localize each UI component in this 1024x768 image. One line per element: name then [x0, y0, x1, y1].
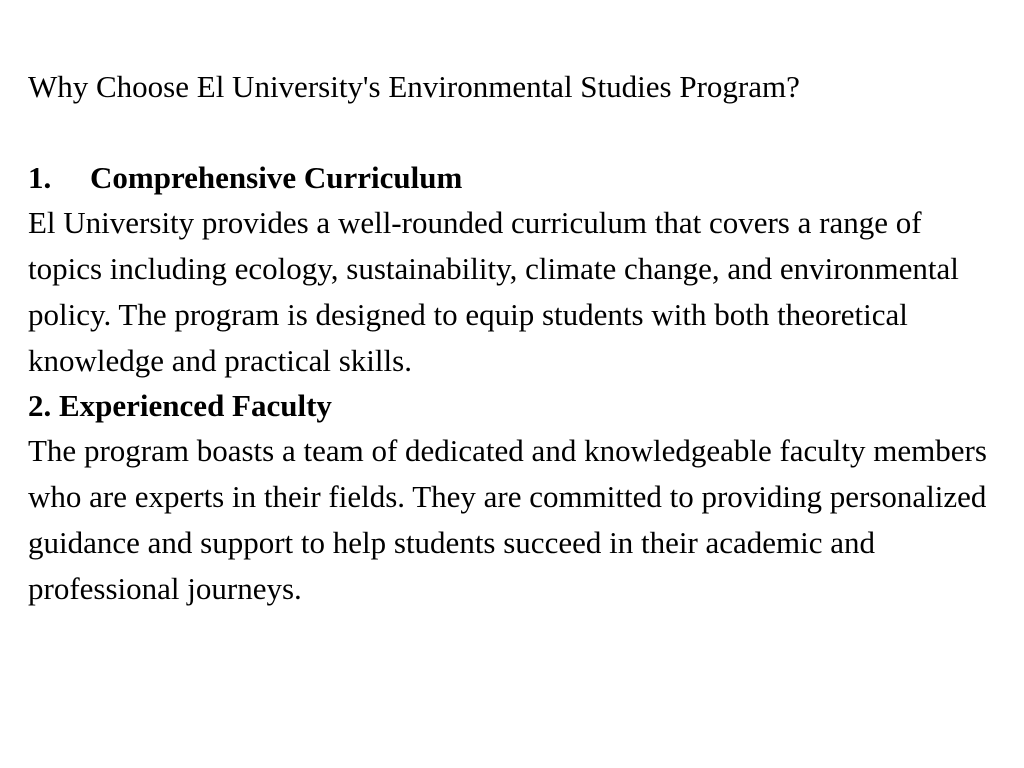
section-heading [28, 384, 984, 428]
section-number: 2. [28, 388, 52, 423]
slide-title: Why Choose El University's Environmental Studies Program? [28, 69, 800, 104]
section-number: 1. [28, 160, 52, 195]
spacer [28, 108, 984, 156]
section-body: El University provides a well-rounded curriculum that covers a range of topics including ecology, sustainability, climate change, and environmental policy. The program is designed to equip students with both theoretical knowledge and practical skills. [28, 205, 959, 378]
section-heading [28, 156, 984, 200]
section-comprehensive-curriculum [28, 156, 984, 384]
section-experienced-faculty [28, 384, 987, 612]
section-heading-text: Comprehensive Curriculum [90, 160, 463, 195]
section-heading-text: Experienced Faculty [59, 388, 332, 423]
section-body: The program boasts a team of dedicated and knowledgeable faculty members who are experts in their fields. They are committed to providing personalized guidance and support to help students succeed in their academic and professional journeys. [28, 433, 987, 606]
